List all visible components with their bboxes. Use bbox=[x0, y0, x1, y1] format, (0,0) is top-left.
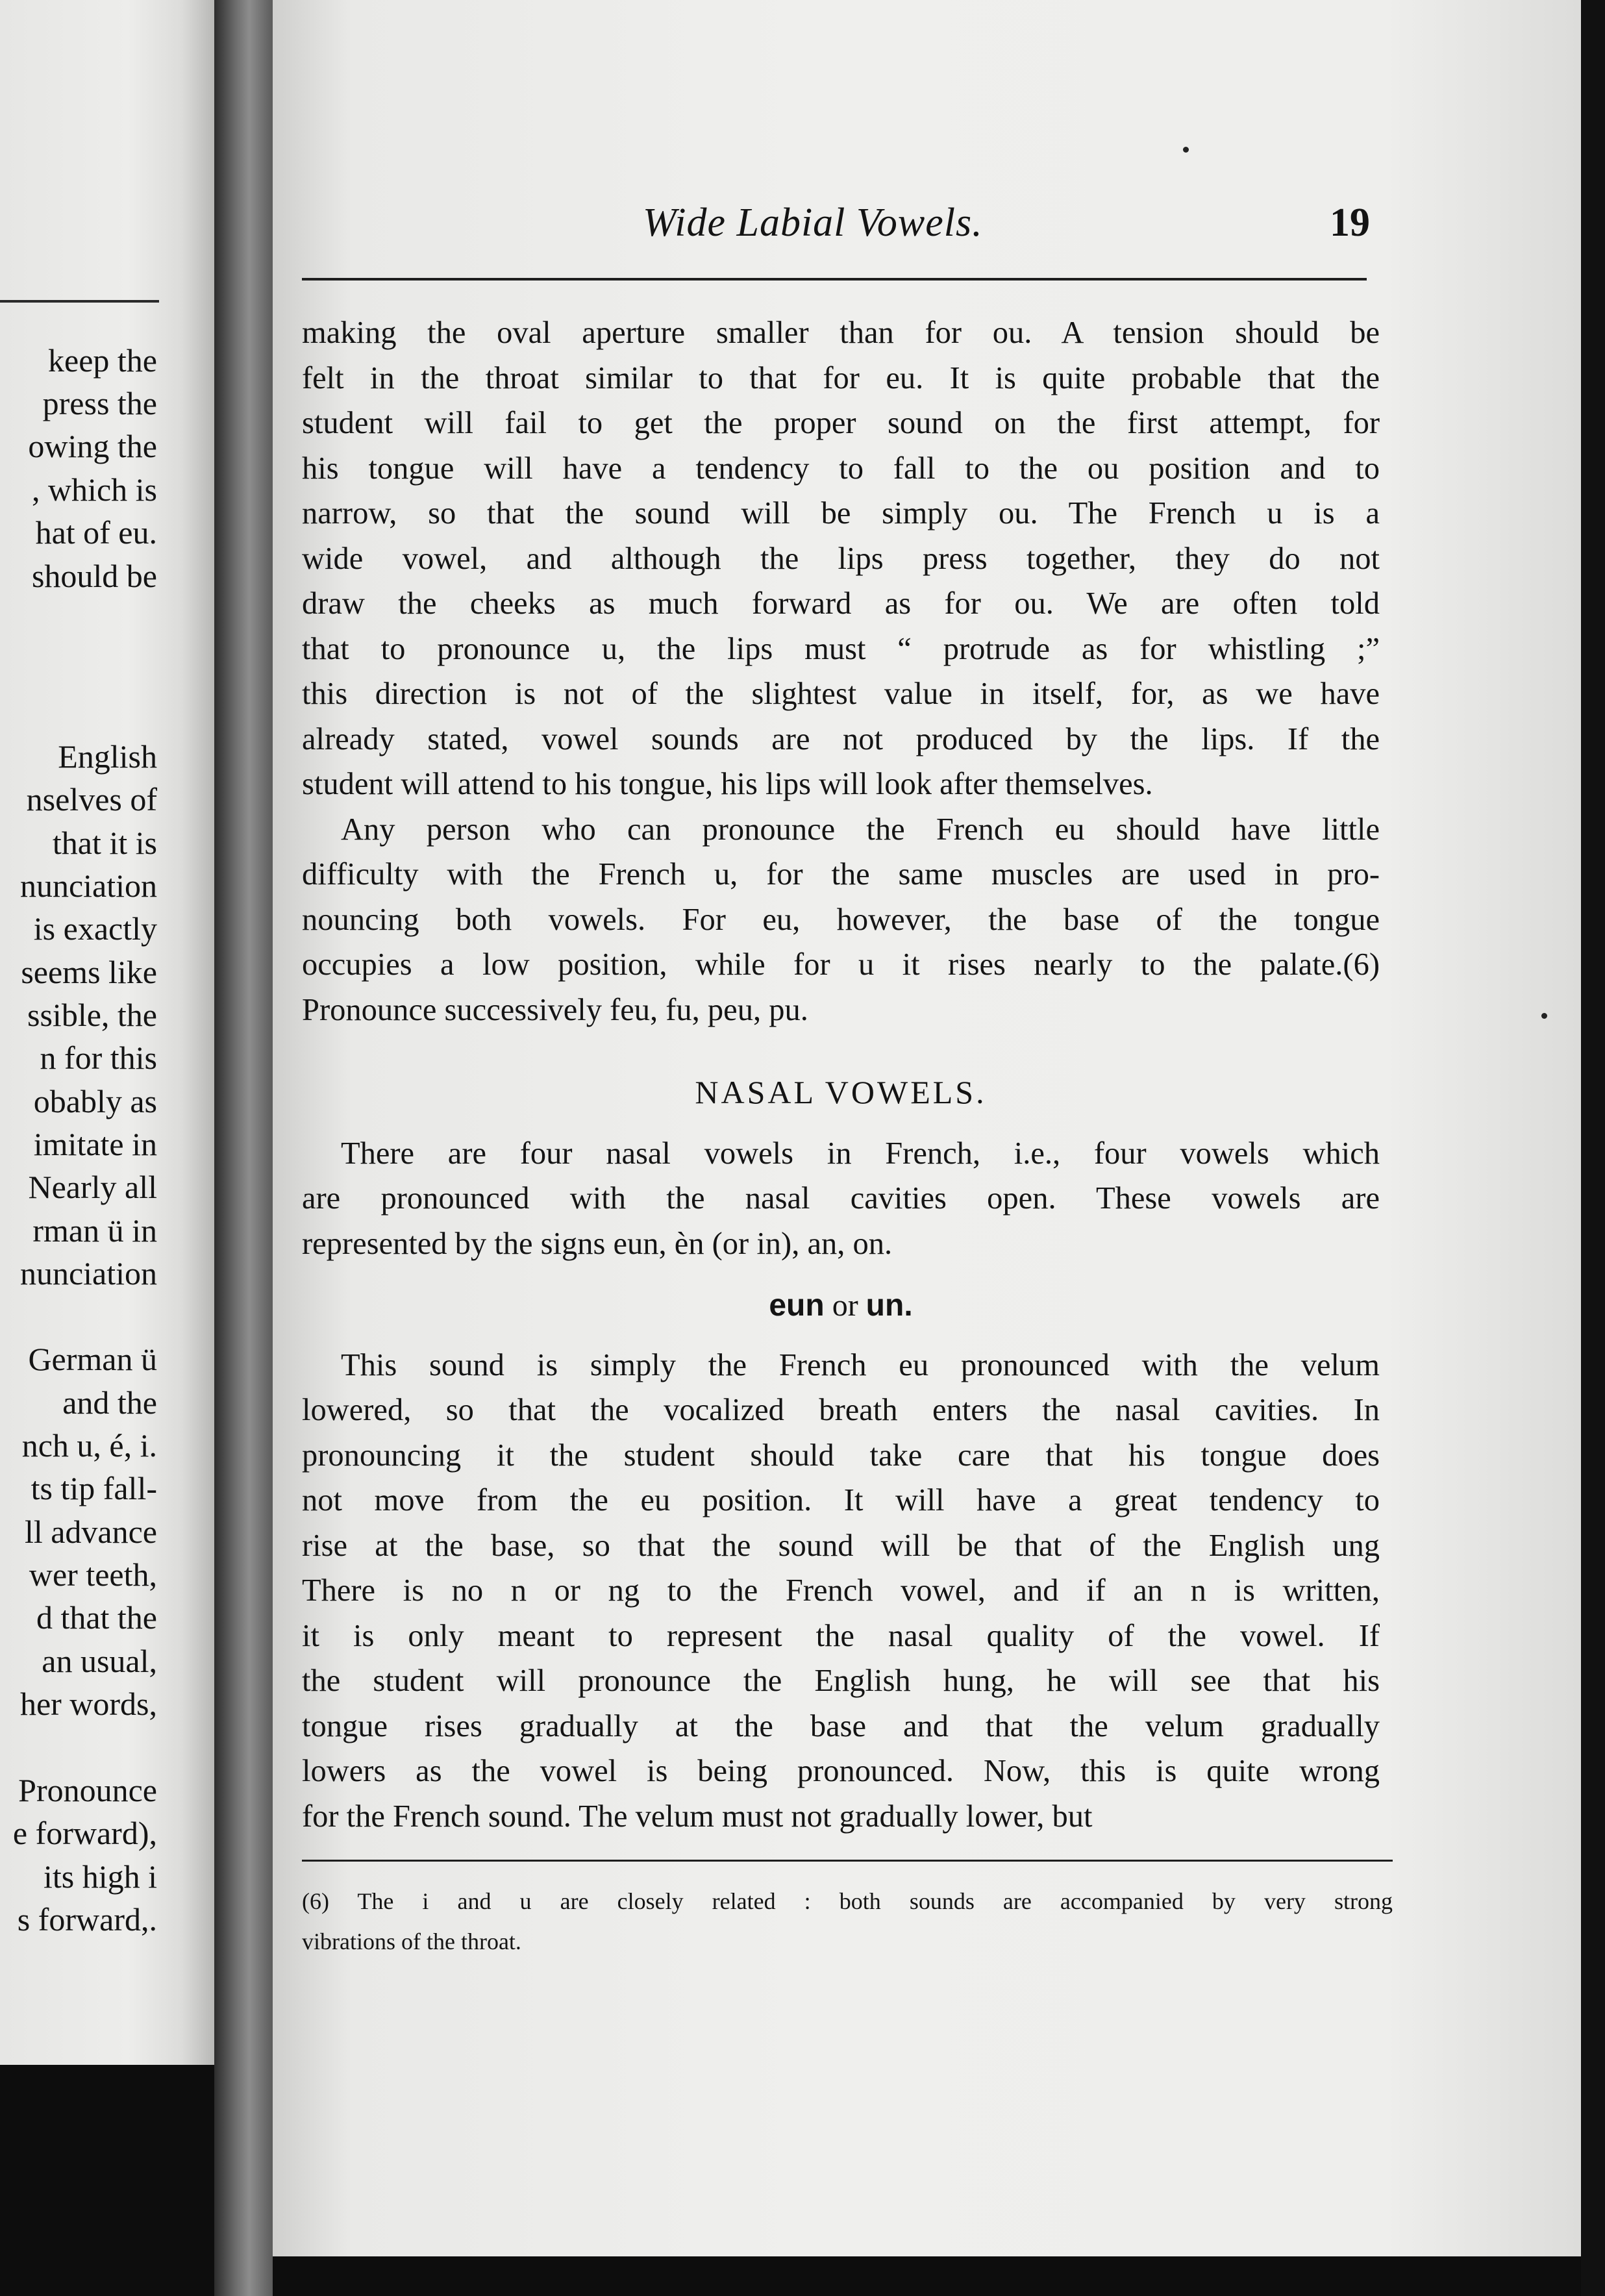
left-page-line: its high i bbox=[43, 1858, 157, 1895]
left-page-line: nunciation bbox=[19, 867, 157, 904]
subheading-or: or bbox=[832, 1288, 858, 1323]
text-line: rise at the base, so that the sound will be that of the English ung bbox=[302, 1528, 1380, 1563]
left-page-line: Pronounce bbox=[18, 1772, 157, 1808]
text-line: it is only meant to represent the nasal quality of the vowel. If bbox=[302, 1618, 1380, 1653]
footnote-line: vibrations of the throat. bbox=[302, 1928, 521, 1954]
text-line: for the French sound. The velum must not gradually lower, but bbox=[302, 1799, 1093, 1834]
left-page-line: nunciation bbox=[19, 1255, 157, 1292]
left-page-line: obably as bbox=[33, 1083, 157, 1119]
left-page-line: rman ü in bbox=[32, 1212, 157, 1249]
paragraph-nasal-intro bbox=[302, 1131, 1380, 1267]
page-number: 19 bbox=[1330, 201, 1370, 245]
text-line: occupies a low position, while for u it rises nearly to the palate.(6) bbox=[302, 947, 1380, 982]
section-heading-nasal-vowels: NASAL VOWELS. bbox=[695, 1074, 987, 1110]
footnote bbox=[302, 1881, 1393, 1962]
text-line: This sound is simply the French eu pronounced with the velum bbox=[341, 1347, 1380, 1382]
text-line: are pronounced with the nasal cavities open. These vowels are bbox=[302, 1181, 1380, 1216]
text-line: difficulty with the French u, for the same muscles are used in pro- bbox=[302, 857, 1380, 892]
text-line: wide vowel, and although the lips press together, they do not bbox=[302, 541, 1380, 576]
text-line: not move from the eu position. It will have a great tendency to bbox=[302, 1483, 1380, 1517]
text-line: this direction is not of the slightest value in itself, for, as we have bbox=[302, 677, 1380, 711]
text-line: his tongue will have a tendency to fall to the ou position and to bbox=[302, 451, 1380, 486]
left-page-line: German ü bbox=[28, 1341, 157, 1377]
left-page-line: hat of eu. bbox=[35, 514, 157, 551]
left-page-line: press the bbox=[42, 385, 157, 421]
previous-page-fragment bbox=[0, 0, 214, 2065]
page-title: Wide Labial Vowels. bbox=[643, 201, 983, 245]
left-page-line: ts tip fall- bbox=[31, 1470, 157, 1506]
left-page-line: should be bbox=[31, 558, 157, 594]
text-line: lowers as the vowel is being pronounced. Now, this is quite wrong bbox=[302, 1754, 1380, 1788]
subheading-un: un. bbox=[865, 1288, 913, 1323]
left-page-line: Nearly all bbox=[28, 1169, 157, 1205]
left-page-line: that it is bbox=[52, 825, 157, 861]
running-head bbox=[370, 195, 1370, 253]
left-page-line: e forward), bbox=[12, 1815, 157, 1851]
book-gutter bbox=[214, 0, 273, 2296]
text-line: that to pronounce u, the lips must “ protrude as for whistling ;” bbox=[302, 631, 1380, 666]
text-line: making the oval aperture smaller than for ou. A tension should be bbox=[302, 316, 1380, 350]
text-line: There are four nasal vowels in French, i.e., four vowels which bbox=[341, 1136, 1380, 1171]
left-page-line: seems like bbox=[21, 954, 157, 990]
paragraph-french-eu-u bbox=[302, 807, 1380, 1033]
text-line: felt in the throat similar to that for eu. It is quite probable that the bbox=[302, 360, 1380, 395]
left-page-line: ssible, the bbox=[27, 997, 157, 1033]
text-line: pronouncing it the student should take care that his tongue does bbox=[302, 1438, 1380, 1473]
text-line: lowered, so that the vocalized breath enters the nasal cavities. In bbox=[302, 1393, 1380, 1427]
left-page-line: nch u, é, i. bbox=[21, 1427, 157, 1464]
page-body bbox=[302, 310, 1393, 1962]
left-page-line: wer teeth, bbox=[29, 1556, 157, 1593]
text-line: student will fail to get the proper sound on the first attempt, for bbox=[302, 406, 1380, 440]
text-line: Any person who can pronounce the French eu should have little bbox=[341, 812, 1380, 847]
header-rule bbox=[302, 278, 1367, 281]
left-page-line: is exactly bbox=[33, 910, 157, 947]
paragraph-wide-labial bbox=[302, 310, 1380, 807]
text-line: represented by the signs eun, èn (or in), an, on. bbox=[302, 1226, 893, 1261]
text-line: narrow, so that the sound will be simply ou. The French u is a bbox=[302, 496, 1380, 530]
text-line: There is no n or ng to the French vowel, and if an n is written, bbox=[302, 1573, 1380, 1608]
left-page-line: her words, bbox=[19, 1686, 157, 1722]
text-line: the student will pronounce the English hung, he will see that his bbox=[302, 1664, 1380, 1698]
left-page-line: , which is bbox=[31, 471, 157, 508]
speck bbox=[1541, 1013, 1547, 1019]
footnote-rule bbox=[302, 1860, 1393, 1862]
page-edge-shadow bbox=[1581, 0, 1605, 2296]
text-line: Pronounce successively feu, fu, peu, pu. bbox=[302, 992, 808, 1027]
left-page-line: d that the bbox=[36, 1599, 157, 1636]
text-line: already stated, vowel sounds are not produced by the lips. If the bbox=[302, 721, 1380, 756]
text-line: draw the cheeks as much forward as for ou. We are often told bbox=[302, 586, 1380, 621]
text-line: nouncing both vowels. For eu, however, the base of the tongue bbox=[302, 902, 1380, 937]
left-page-rule bbox=[0, 300, 159, 303]
left-page-line: n for this bbox=[40, 1040, 157, 1076]
paragraph-eun-description bbox=[302, 1343, 1380, 1840]
left-page-line: an usual, bbox=[42, 1643, 157, 1679]
subheading-eun-un bbox=[302, 1283, 1380, 1329]
left-page-line: s forward,. bbox=[17, 1901, 157, 1938]
footnote-line: (6) The i and u are closely related : both sounds are accompanied by very strong bbox=[302, 1888, 1393, 1914]
subheading-eun: eun bbox=[769, 1288, 825, 1323]
left-page-line: and the bbox=[62, 1384, 157, 1421]
text-line: tongue rises gradually at the base and that the velum gradually bbox=[302, 1708, 1380, 1743]
left-page-line: owing the bbox=[28, 428, 157, 464]
left-page-line: imitate in bbox=[33, 1126, 157, 1162]
left-page-line: keep the bbox=[48, 342, 157, 379]
text-line: student will attend to his tongue, his lips will look after themselves. bbox=[302, 767, 1153, 801]
left-page-line: ll advance bbox=[24, 1514, 157, 1550]
left-page-line: English bbox=[58, 738, 157, 775]
speck bbox=[1183, 147, 1189, 153]
left-page-line: nselves of bbox=[26, 781, 157, 817]
